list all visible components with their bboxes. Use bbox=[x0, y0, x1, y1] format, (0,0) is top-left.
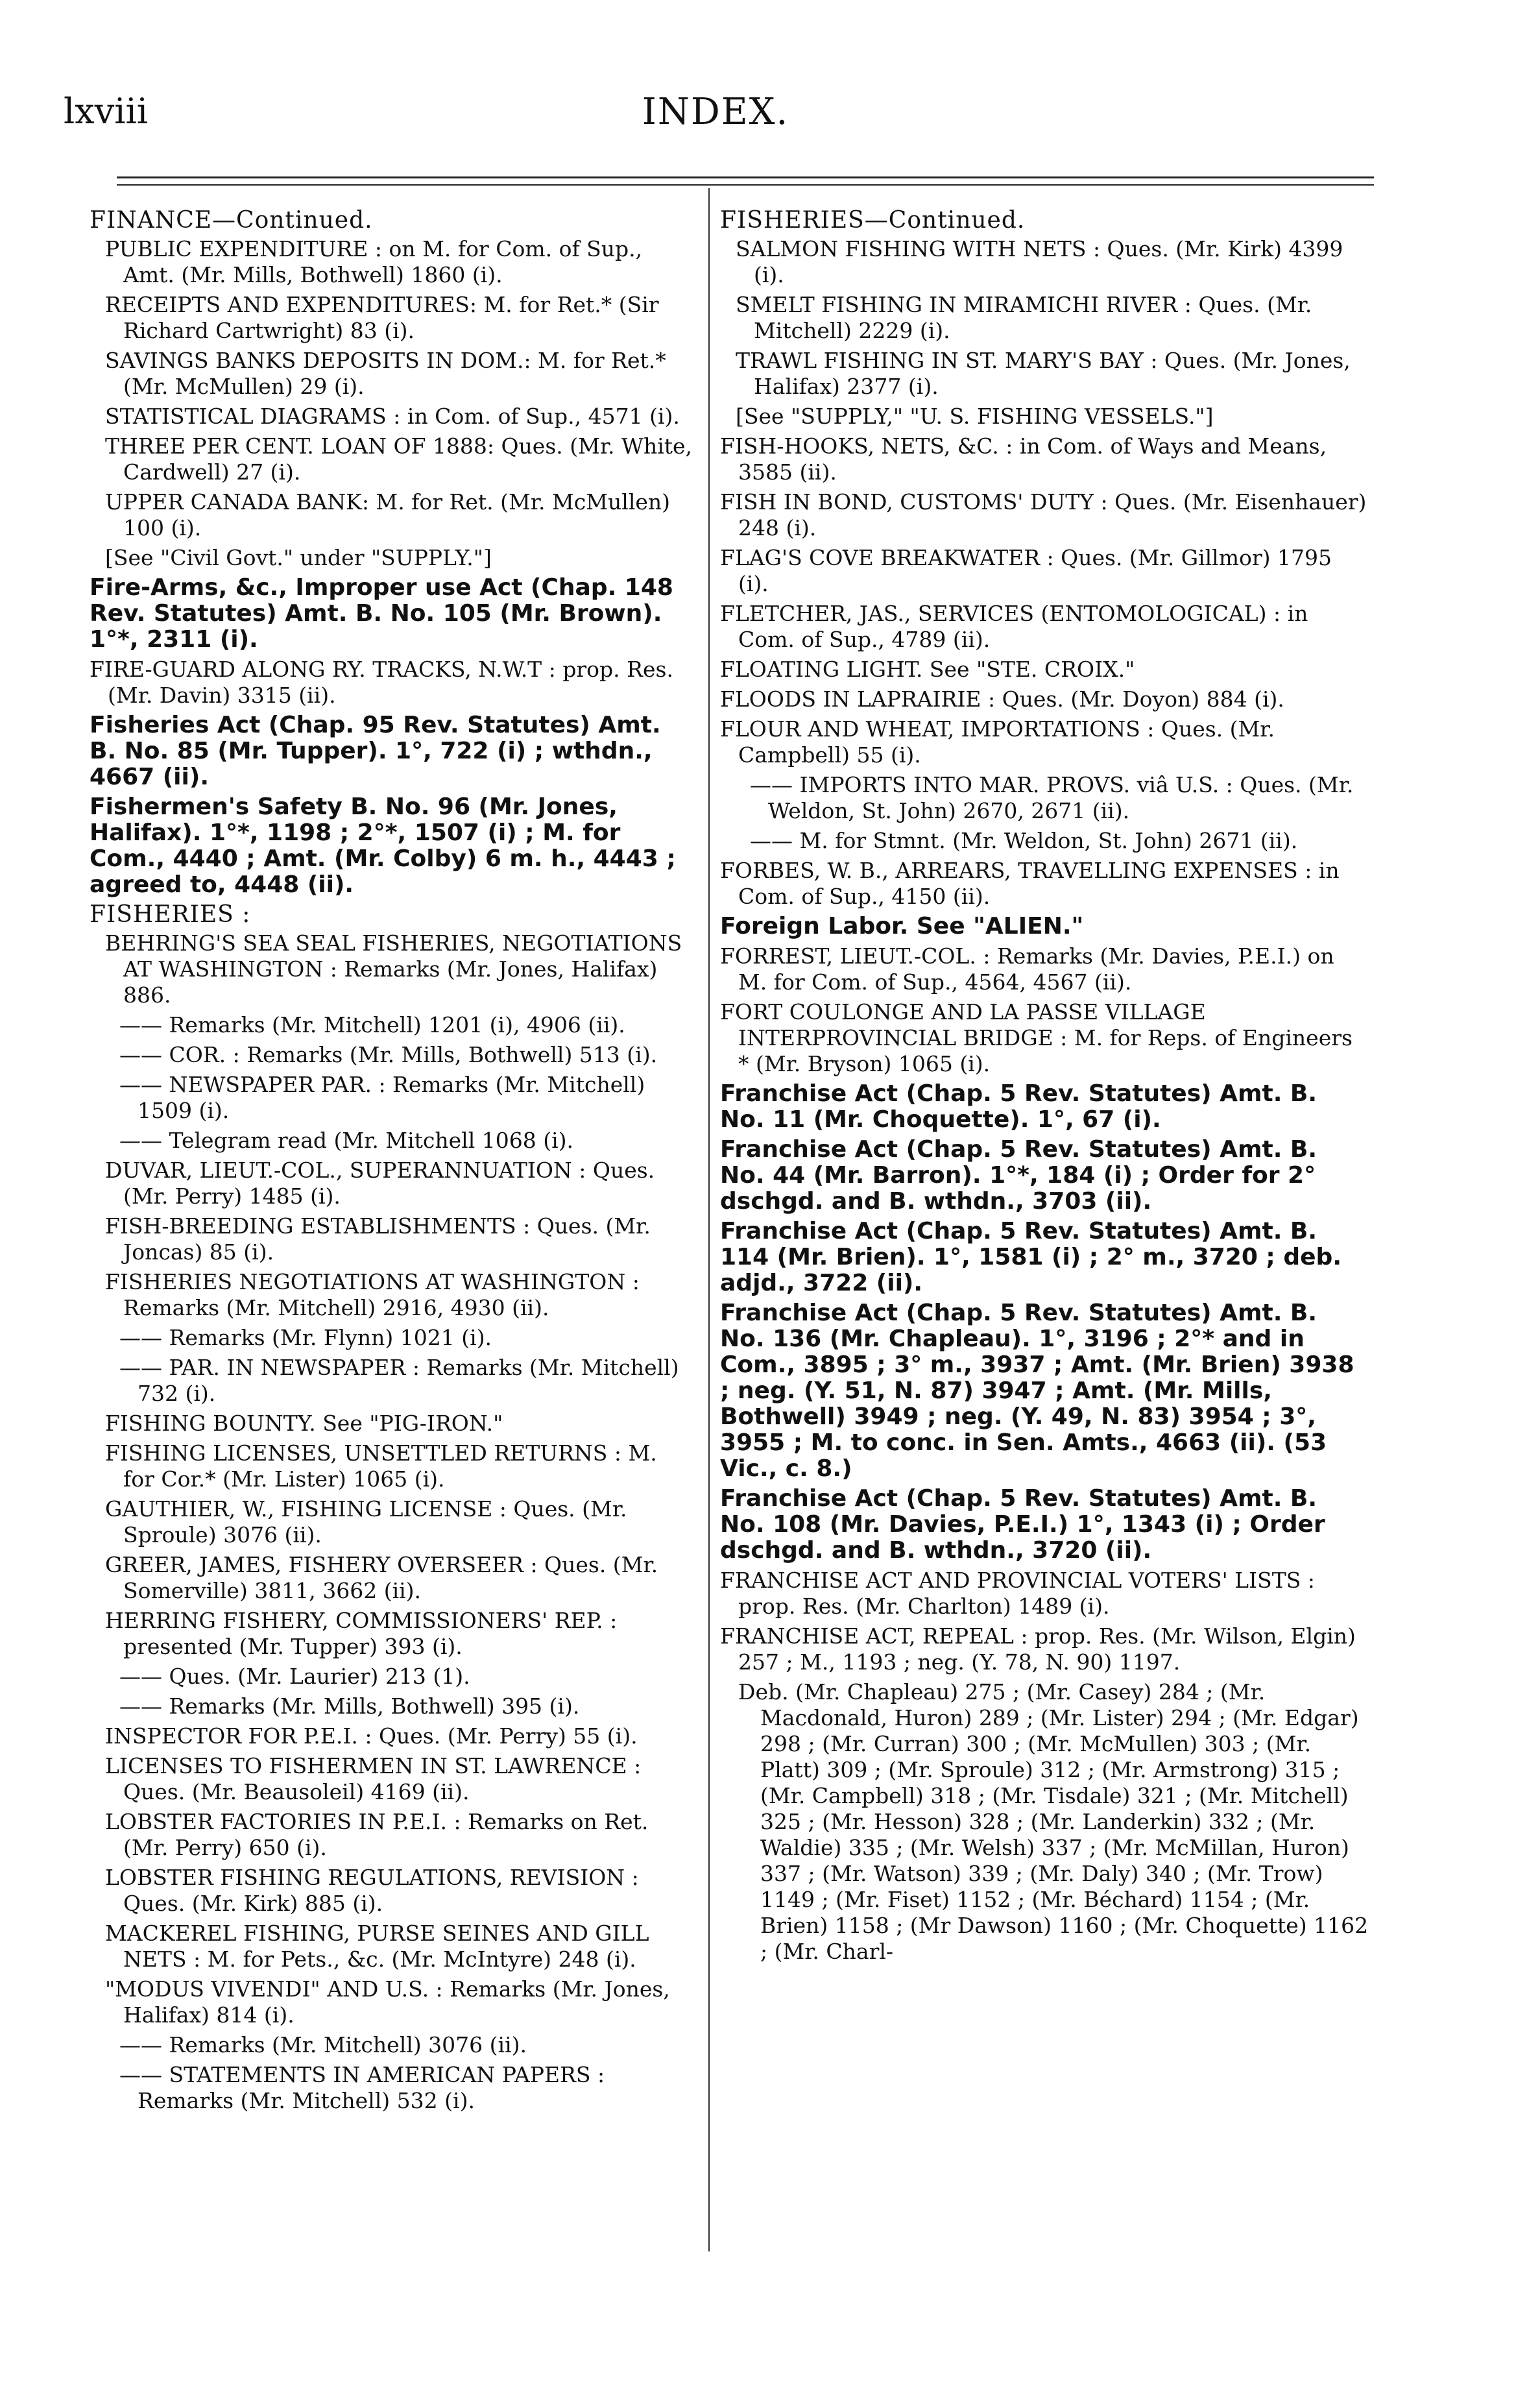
index-entry-text: —— Remarks (Mr. Mitchell) 3076 (ii). bbox=[119, 2032, 527, 2057]
index-entry-text: —— STATEMENTS IN AMERICAN PAPERS : Remarks (Mr. Mitchell) 532 (i). bbox=[119, 2062, 605, 2113]
index-entry bbox=[90, 1865, 693, 1917]
index-entry-text: THREE PER CENT. LOAN OF 1888: Ques. (Mr. White, Cardwell) 27 (i). bbox=[105, 433, 693, 485]
left-column bbox=[90, 208, 693, 2118]
page-header bbox=[64, 91, 1367, 149]
index-entry bbox=[720, 404, 1369, 430]
index-entry bbox=[720, 772, 1369, 824]
index-entry-text: FISHING LICENSES, UNSETTLED RETURNS : M. for Cor.* (Mr. Lister) 1065 (i). bbox=[105, 1440, 657, 1492]
index-entry-text: GAUTHIER, W., FISHING LICENSE : Ques. (Mr. Sproule) 3076 (ii). bbox=[105, 1496, 627, 1547]
index-entry-text: —— Remarks (Mr. Mills, Bothwell) 395 (i). bbox=[119, 1693, 580, 1719]
index-entry bbox=[90, 1664, 693, 1690]
index-entry bbox=[90, 1496, 693, 1548]
index-entry bbox=[720, 433, 1369, 485]
index-entry bbox=[720, 601, 1369, 653]
index-entry-text: SAVINGS BANKS DEPOSITS IN DOM.: M. for Ret.* (Mr. McMullen) 29 (i). bbox=[105, 348, 666, 399]
index-entry-text: FISH-HOOKS, NETS, &C. : in Com. of Ways and Means, 3585 (ii). bbox=[720, 433, 1327, 485]
index-entry bbox=[90, 1158, 693, 1209]
index-entry bbox=[720, 208, 1369, 234]
index-entry-text: FLOUR AND WHEAT, IMPORTATIONS : Ques. (Mr. Campbell) 55 (i). bbox=[720, 716, 1275, 768]
index-entry-text: FORREST, LIEUT.-COL. : Remarks (Mr. Davies, P.E.I.) on M. for Com. of Sup., 4564, 4567 (ii). bbox=[720, 943, 1334, 995]
index-entry-text: FLOATING LIGHT. See "STE. CROIX." bbox=[720, 657, 1135, 682]
index-entry bbox=[720, 1486, 1369, 1564]
index-entry bbox=[90, 1693, 693, 1719]
index-entry-text: FORBES, W. B., ARREARS, TRAVELLING EXPENSES : in Com. of Sup., 4150 (ii). bbox=[720, 858, 1340, 909]
index-entry bbox=[90, 1723, 693, 1749]
index-entry-text: —— COR. : Remarks (Mr. Mills, Bothwell) 513 (i). bbox=[119, 1042, 658, 1067]
index-entry-text: FINANCE—Continued. bbox=[90, 207, 373, 234]
index-entry-text: Franchise Act (Chap. 5 Rev. Statutes) Amt. B. No. 136 (Mr. Chapleau). 1°, 3196 ; 2°* and in Com., 3895 ; 3° m., 3937 ; Amt. (Mr. Brien) 3938 ; neg. (Y. 51, N. 87) 3947 ; Amt. (Mr. Mills, Bothwell) 3949 ; neg. (Y. 49, N. 83) 3954 ; 3°, 3955 ; M. to conc. in Sen. Amts., 4663 (ii). (53 Vic., c. 8.) bbox=[720, 1300, 1354, 1482]
index-entry-text: Deb. (Mr. Chapleau) 275 ; (Mr. Casey) 284 ; (Mr. Macdonald, Huron) 289 ; (Mr. Lister) 294 ; (Mr. Edgar) 298 ; (Mr. Curran) 300 ; (Mr. McMullen) 303 ; (Mr. Platt) 309 ; (Mr. Sproule) 312 ; (Mr. Armstrong) 315 ; (Mr. Campbell) 318 ; (Mr. Tisdale) 321 ; (Mr. Mitchell) 325 ; (Mr. Hesson) 328 ; (Mr. Landerkin) 332 ; (Mr. Waldie) 335 ; (Mr. Welsh) 337 ; (Mr. McMillan, Huron) 337 ; (Mr. Watson) 339 ; (Mr. Daly) 340 ; (Mr. Trow) 1149 ; (Mr. Fiset) 1152 ; (Mr. Béchard) 1154 ; (Mr. Brien) 1158 ; (Mr Dawson) 1160 ; (Mr. Choquette) 1162 ; (Mr. Charl- bbox=[738, 1679, 1369, 1964]
index-entry bbox=[90, 712, 693, 790]
index-entry-text: "MODUS VIVENDI" AND U.S. : Remarks (Mr. Jones, Halifax) 814 (i). bbox=[105, 1976, 670, 2028]
index-entry-text: STATISTICAL DIAGRAMS : in Com. of Sup., 4571 (i). bbox=[105, 404, 680, 429]
header-rule-thin bbox=[117, 184, 1374, 186]
index-entry-text: FLAG'S COVE BREAKWATER : Ques. (Mr. Gillmor) 1795 (i). bbox=[720, 545, 1332, 596]
index-entry-text: —— NEWSPAPER PAR. : Remarks (Mr. Mitchell) 1509 (i). bbox=[119, 1072, 645, 1123]
index-entry-text: MACKEREL FISHING, PURSE SEINES AND GILL NETS : M. for Pets., &c. (Mr. McIntyre) 248 (i). bbox=[105, 1921, 649, 1972]
index-entry bbox=[90, 1269, 693, 1321]
index-entry-text: —— M. for Stmnt. (Mr. Weldon, St. John) 2671 (ii). bbox=[750, 828, 1298, 853]
index-entry bbox=[90, 1921, 693, 1972]
index-entry-text: BEHRING'S SEA SEAL FISHERIES, NEGOTIATIONS AT WASHINGTON : Remarks (Mr. Jones, Halifax) 886. bbox=[105, 930, 682, 1008]
index-entry bbox=[90, 930, 693, 1008]
index-entry bbox=[90, 1012, 693, 1038]
index-entry bbox=[90, 1440, 693, 1492]
index-entry-text: LOBSTER FACTORIES IN P.E.I. : Remarks on Ret. (Mr. Perry) 650 (i). bbox=[105, 1809, 649, 1860]
index-entry bbox=[90, 1552, 693, 1604]
index-entry-text: Franchise Act (Chap. 5 Rev. Statutes) Amt. B. No. 108 (Mr. Davies, P.E.I.) 1°, 1343 (i) ; Order dschgd. and B. wthdn., 3720 (ii). bbox=[720, 1485, 1325, 1564]
index-entry-text: FRANCHISE ACT, REPEAL : prop. Res. (Mr. Wilson, Elgin) 257 ; M., 1193 ; neg. (Y. 78, N. 90) 1197. bbox=[720, 1623, 1356, 1675]
index-entry-text: UPPER CANADA BANK: M. for Ret. (Mr. McMullen) 100 (i). bbox=[105, 489, 671, 540]
index-entry-text: RECEIPTS AND EXPENDITURES: M. for Ret.* (Sir Richard Cartwright) 83 (i). bbox=[105, 292, 659, 343]
index-entry bbox=[720, 1219, 1369, 1296]
index-entry-text: Franchise Act (Chap. 5 Rev. Statutes) Amt. B. No. 44 (Mr. Barron). 1°*, 184 (i) ; Order for 2° dschgd. and B. wthdn., 3703 (ii). bbox=[720, 1136, 1317, 1215]
index-entry bbox=[90, 348, 693, 400]
index-entry bbox=[720, 1300, 1369, 1482]
index-entry-text: FISHERIES—Continued. bbox=[720, 207, 1026, 234]
index-entry bbox=[90, 208, 693, 234]
header-rule bbox=[117, 176, 1374, 178]
index-entry-text: Franchise Act (Chap. 5 Rev. Statutes) Amt. B. 114 (Mr. Brien). 1°, 1581 (i) ; 2° m., 3720 ; deb. adjd., 3722 (ii). bbox=[720, 1218, 1341, 1296]
index-entry bbox=[90, 1608, 693, 1660]
index-entry-text: SALMON FISHING WITH NETS : Ques. (Mr. Kirk) 4399 (i). bbox=[736, 236, 1343, 287]
index-entry-text: —— PAR. IN NEWSPAPER : Remarks (Mr. Mitchell) 732 (i). bbox=[119, 1355, 679, 1406]
index-entry bbox=[720, 1623, 1369, 1675]
index-entry bbox=[90, 1355, 693, 1407]
index-entry bbox=[90, 1128, 693, 1154]
index-entry bbox=[90, 1213, 693, 1265]
index-entry-text: FIRE-GUARD ALONG RY. TRACKS, N.W.T : prop. Res. (Mr. Davin) 3315 (ii). bbox=[90, 657, 673, 708]
index-entry bbox=[720, 914, 1369, 940]
index-entry bbox=[90, 2062, 693, 2114]
index-entry bbox=[90, 657, 693, 709]
index-entry bbox=[720, 1137, 1369, 1215]
index-entry bbox=[90, 1325, 693, 1351]
index-entry bbox=[720, 828, 1369, 854]
index-entry bbox=[90, 1042, 693, 1068]
index-entry-text: Fisheries Act (Chap. 95 Rev. Statutes) Amt. B. No. 85 (Mr. Tupper). 1°, 722 (i) ; wthdn., 4667 (ii). bbox=[90, 712, 661, 790]
index-entry-text: FLETCHER, JAS., SERVICES (ENTOMOLOGICAL) : in Com. of Sup., 4789 (ii). bbox=[720, 601, 1308, 652]
index-entry-text: FISH-BREEDING ESTABLISHMENTS : Ques. (Mr. Joncas) 85 (i). bbox=[105, 1213, 651, 1265]
index-entry-text: FLOODS IN LAPRAIRIE : Ques. (Mr. Doyon) 884 (i). bbox=[720, 686, 1284, 712]
index-entry bbox=[90, 1753, 693, 1805]
index-entry bbox=[720, 1568, 1369, 1620]
index-entry bbox=[720, 489, 1369, 541]
index-entry-text: [See "Civil Govt." under "SUPPLY."] bbox=[105, 545, 492, 570]
index-entry bbox=[90, 1976, 693, 2028]
index-entry-text: FISH IN BOND, CUSTOMS' DUTY : Ques. (Mr. Eisenhauer) 248 (i). bbox=[720, 489, 1367, 540]
index-entry-text: DUVAR, LIEUT.-COL., SUPERANNUATION : Ques. (Mr. Perry) 1485 (i). bbox=[105, 1158, 655, 1209]
index-entry bbox=[720, 236, 1369, 288]
index-entry bbox=[90, 1072, 693, 1124]
page-number: lxviii bbox=[64, 91, 149, 132]
index-entry-text: FORT COULONGE AND LA PASSE VILLAGE INTERPROVINCIAL BRIDGE : M. for Reps. of Engineers * (Mr. Bryson) 1065 (i). bbox=[720, 999, 1353, 1076]
index-entry-text: TRAWL FISHING IN ST. MARY'S BAY : Ques. (Mr. Jones, Halifax) 2377 (i). bbox=[736, 348, 1351, 399]
index-entry-text: GREER, JAMES, FISHERY OVERSEER : Ques. (Mr. Somerville) 3811, 3662 (ii). bbox=[105, 1552, 658, 1603]
index-entry-text: Fire-Arms, &c., Improper use Act (Chap. 148 Rev. Statutes) Amt. B. No. 105 (Mr. Brown). 1°*, 2311 (i). bbox=[90, 574, 673, 653]
index-entry bbox=[90, 433, 693, 485]
index-entry-text: Foreign Labor. See "ALIEN." bbox=[720, 913, 1084, 940]
index-entry-text: [See "SUPPLY," "U. S. FISHING VESSELS."] bbox=[736, 404, 1214, 429]
index-entry-text: HERRING FISHERY, COMMISSIONERS' REP. : presented (Mr. Tupper) 393 (i). bbox=[105, 1608, 618, 1659]
index-entry bbox=[90, 292, 693, 344]
index-entry-text: —— Telegram read (Mr. Mitchell 1068 (i). bbox=[119, 1128, 574, 1153]
index-entry bbox=[90, 575, 693, 653]
index-entry bbox=[90, 1411, 693, 1437]
index-entry-text: Franchise Act (Chap. 5 Rev. Statutes) Amt. B. No. 11 (Mr. Choquette). 1°, 67 (i). bbox=[720, 1080, 1317, 1133]
index-entry-text: PUBLIC EXPENDITURE : on M. for Com. of Sup., Amt. (Mr. Mills, Bothwell) 1860 (i). bbox=[105, 236, 643, 287]
index-entry bbox=[720, 545, 1369, 597]
index-entry-text: FISHERIES : bbox=[90, 901, 251, 928]
column-divider bbox=[708, 188, 710, 2251]
index-entry bbox=[720, 716, 1369, 768]
index-entry bbox=[90, 236, 693, 288]
index-entry-text: —— IMPORTS INTO MAR. PROVS. viâ U.S. : Ques. (Mr. Weldon, St. John) 2670, 2671 (ii). bbox=[750, 772, 1354, 823]
index-entry bbox=[720, 292, 1369, 344]
index-entry-text: LOBSTER FISHING REGULATIONS, REVISION : Ques. (Mr. Kirk) 885 (i). bbox=[105, 1865, 639, 1916]
index-entry-text: Fishermen's Safety B. No. 96 (Mr. Jones, Halifax). 1°*, 1198 ; 2°*, 1507 (i) ; M. for Com., 4440 ; Amt. (Mr. Colby) 6 m. h., 4443 ; agreed to, 4448 (ii). bbox=[90, 794, 676, 898]
index-entry bbox=[90, 794, 693, 898]
index-entry bbox=[720, 858, 1369, 910]
index-entry bbox=[720, 1679, 1369, 1965]
index-entry-text: —— Remarks (Mr. Mitchell) 1201 (i), 4906 (ii). bbox=[119, 1012, 625, 1037]
index-entry bbox=[90, 902, 693, 928]
index-entry bbox=[720, 686, 1369, 712]
index-entry bbox=[720, 999, 1369, 1077]
index-entry bbox=[720, 1081, 1369, 1133]
index-entry-text: —— Remarks (Mr. Flynn) 1021 (i). bbox=[119, 1325, 492, 1350]
page-title: INDEX. bbox=[642, 91, 789, 133]
index-entry bbox=[90, 489, 693, 541]
index-entry-text: INSPECTOR FOR P.E.I. : Ques. (Mr. Perry) 55 (i). bbox=[105, 1723, 638, 1749]
index-entry bbox=[90, 2032, 693, 2058]
index-entry bbox=[720, 657, 1369, 683]
index-entry bbox=[90, 404, 693, 430]
index-entry bbox=[90, 545, 693, 571]
index-entry-text: FISHING BOUNTY. See "PIG-IRON." bbox=[105, 1411, 503, 1436]
index-entry-text: —— Ques. (Mr. Laurier) 213 (1). bbox=[119, 1664, 470, 1689]
index-entry bbox=[90, 1809, 693, 1861]
right-column bbox=[720, 208, 1369, 1969]
index-entry-text: FISHERIES NEGOTIATIONS AT WASHINGTON : Remarks (Mr. Mitchell) 2916, 4930 (ii). bbox=[105, 1269, 640, 1320]
index-entry bbox=[720, 943, 1369, 995]
index-entry bbox=[720, 348, 1369, 400]
index-entry-text: SMELT FISHING IN MIRAMICHI RIVER : Ques. (Mr. Mitchell) 2229 (i). bbox=[736, 292, 1312, 343]
index-entry-text: FRANCHISE ACT AND PROVINCIAL VOTERS' LISTS : prop. Res. (Mr. Charlton) 1489 (i). bbox=[720, 1568, 1315, 1619]
index-entry-text: LICENSES TO FISHERMEN IN ST. LAWRENCE : Ques. (Mr. Beausoleil) 4169 (ii). bbox=[105, 1753, 642, 1804]
